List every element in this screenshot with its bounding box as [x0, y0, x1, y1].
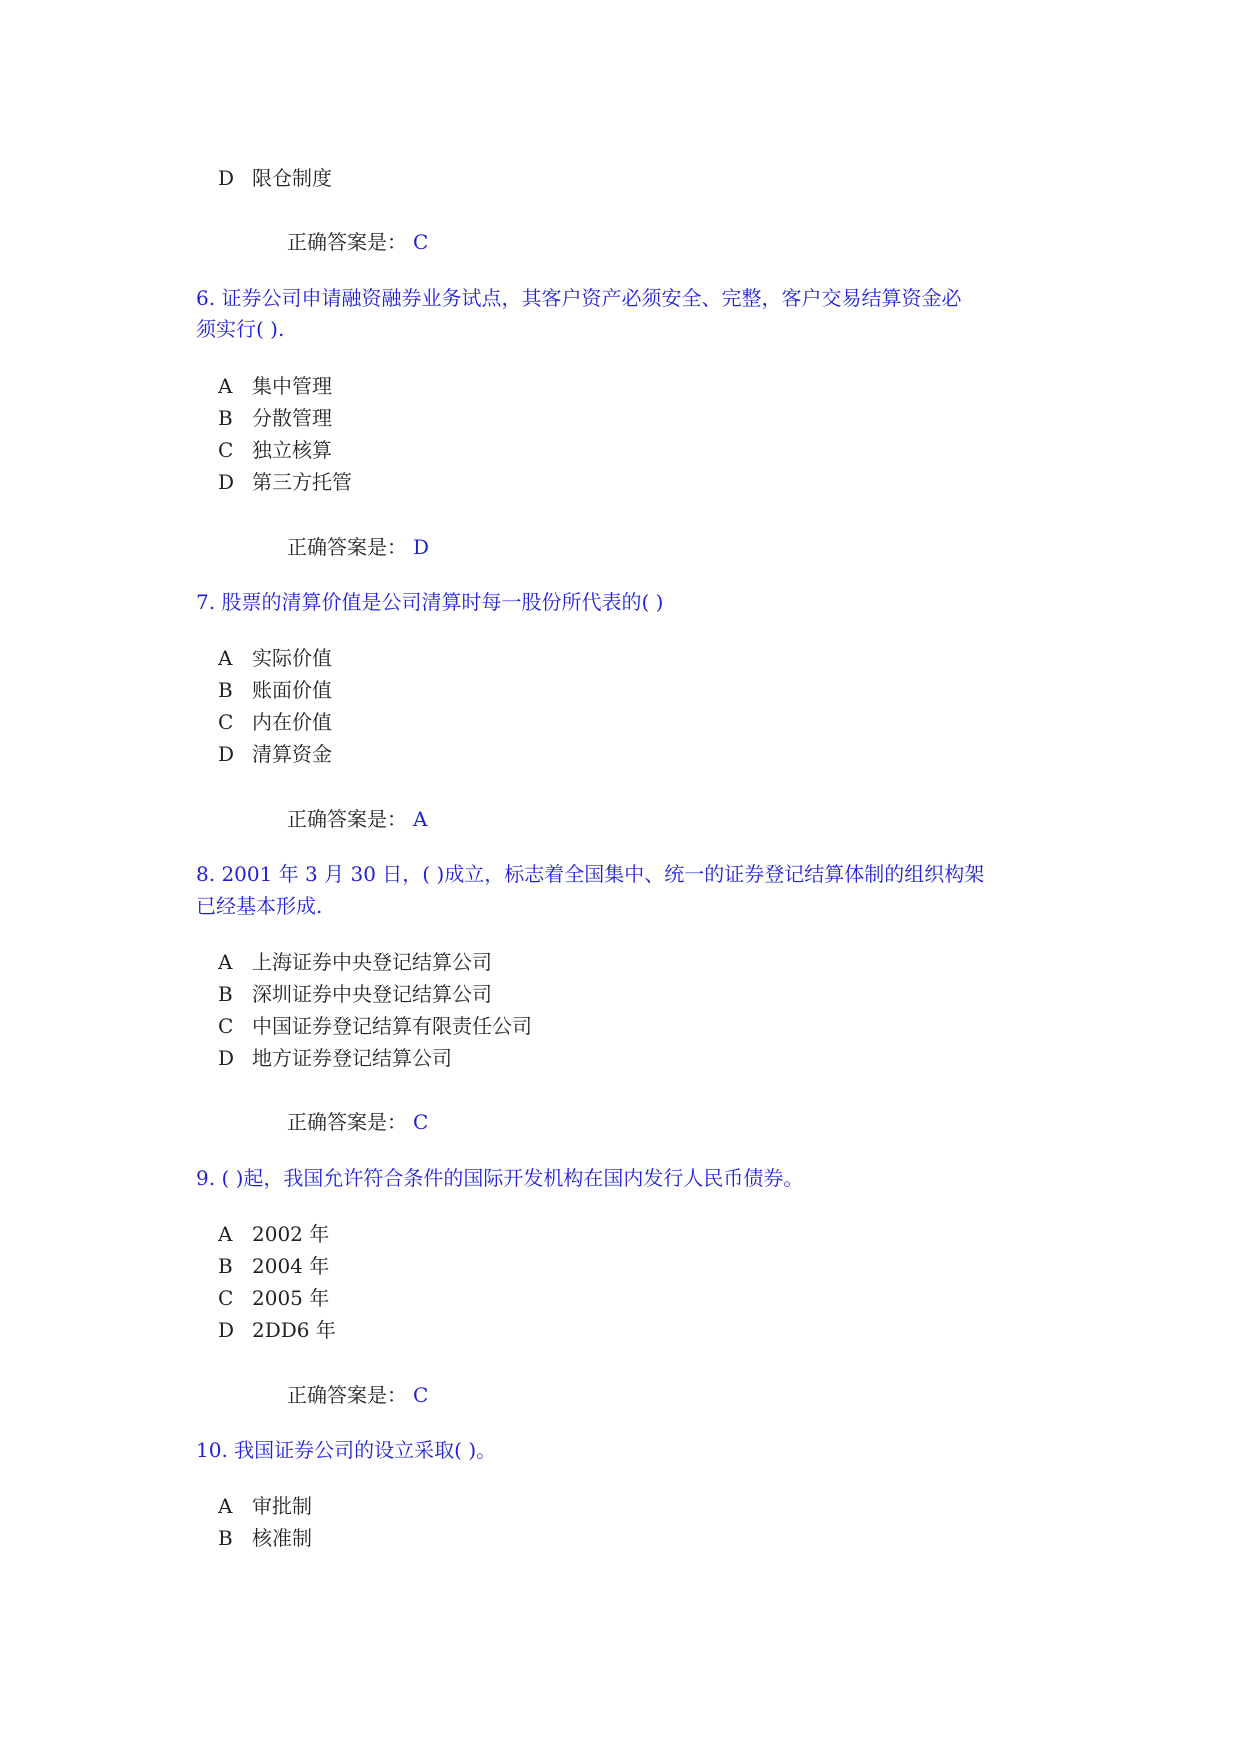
option-letter: C	[218, 710, 234, 734]
option-text: 分散管理	[252, 406, 332, 430]
option-text: 集中管理	[252, 374, 332, 398]
option-text: 2002 年	[252, 1222, 330, 1246]
answer-value: C	[413, 1110, 429, 1134]
question-text-line: 8. 2001 年 3 月 30 日，( )成立，标志着全国集中、统一的证券登记结算体制的组织构架	[196, 862, 985, 886]
option-letter: C	[218, 1286, 234, 1310]
option-letter: A	[218, 1222, 233, 1246]
answer-label: 正确答案是：	[287, 535, 407, 559]
option-text: 深圳证券中央登记结算公司	[252, 982, 492, 1006]
option-text: 第三方托管	[252, 470, 352, 494]
question-text-line: 9. ( )起，我国允许符合条件的国际开发机构在国内发行人民币债券。	[196, 1166, 804, 1190]
option-letter: B	[218, 982, 233, 1006]
option-letter: B	[218, 678, 233, 702]
option-text: 账面价值	[252, 678, 332, 702]
answer-label: 正确答案是：	[287, 1110, 407, 1134]
option-text: 2004 年	[252, 1254, 330, 1278]
answer-value: A	[413, 807, 428, 831]
option-text: 中国证券登记结算有限责任公司	[252, 1014, 532, 1038]
option-letter: B	[218, 1526, 233, 1550]
option-text: 2005 年	[252, 1286, 330, 1310]
answer-label: 正确答案是：	[287, 230, 407, 254]
option-text: 内在价值	[252, 710, 332, 734]
option-text: 实际价值	[252, 646, 332, 670]
option-letter: D	[218, 470, 235, 494]
option-letter: A	[218, 1494, 233, 1518]
option-letter: B	[218, 1254, 233, 1278]
option-letter: A	[218, 950, 233, 974]
option-text: 独立核算	[252, 438, 332, 462]
option-text: 限仓制度	[252, 166, 332, 190]
option-text: 清算资金	[252, 742, 332, 766]
option-letter: B	[218, 406, 233, 430]
option-letter: A	[218, 646, 233, 670]
question-text-line: 10. 我国证券公司的设立采取( )。	[196, 1438, 497, 1462]
option-letter: D	[218, 1318, 235, 1342]
option-letter: D	[218, 742, 235, 766]
option-letter: D	[218, 1046, 235, 1070]
question-text-line: 6. 证券公司申请融资融券业务试点，其客户资产必须安全、完整，客户交易结算资金必	[196, 286, 962, 310]
question-text-line: 7. 股票的清算价值是公司清算时每一股份所代表的( )	[196, 590, 664, 614]
answer-value: D	[413, 535, 430, 559]
answer-label: 正确答案是：	[287, 807, 407, 831]
option-text: 审批制	[252, 1494, 312, 1518]
option-letter: C	[218, 438, 234, 462]
option-text: 上海证券中央登记结算公司	[252, 950, 492, 974]
option-letter: C	[218, 1014, 234, 1038]
option-text: 核准制	[252, 1526, 312, 1550]
answer-value: C	[413, 1383, 429, 1407]
option-text: 地方证券登记结算公司	[252, 1046, 452, 1070]
option-letter: D	[218, 166, 235, 190]
question-text-line: 已经基本形成.	[196, 894, 323, 918]
answer-value: C	[413, 230, 429, 254]
question-text-line: 须实行( ).	[196, 317, 285, 341]
option-text: 2DD6 年	[252, 1318, 336, 1342]
option-letter: A	[218, 374, 233, 398]
answer-label: 正确答案是：	[287, 1383, 407, 1407]
